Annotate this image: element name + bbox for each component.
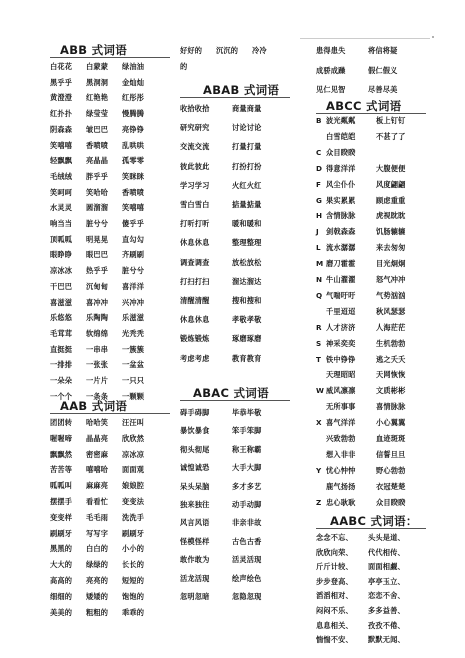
abab-word: 锻炼锻炼 <box>180 334 210 344</box>
abac-word: 怪模怪样 <box>180 536 210 546</box>
abb-word: 软绵绵 <box>86 328 109 338</box>
abac-word: 忽隐忽现 <box>232 592 262 601</box>
abcc-word: 白雪皑皑 <box>326 131 356 141</box>
abac-word: 忽明忽暗 <box>180 592 210 601</box>
abcc-word: N <box>316 275 323 284</box>
abcc-word: J <box>316 227 319 237</box>
abcc-word: 天网恢恢 <box>376 370 406 380</box>
abab-word: 研究研究 <box>180 123 210 133</box>
abb-word: 一盆盆 <box>122 360 145 370</box>
aabc-word: 面面相觑、 <box>368 562 405 572</box>
aab-word: 团团转 <box>50 418 73 427</box>
aab-heading: AAB 式词语 <box>60 399 128 413</box>
abcc-word: 想入非非 <box>326 449 356 459</box>
abcc-heading: ABCC 式词语 <box>326 99 402 113</box>
col2-top-word: 的 <box>180 62 188 71</box>
aab-word: 洗洗手 <box>122 512 145 522</box>
abb-word: 喜洋洋 <box>122 281 145 291</box>
aab-heading-underline <box>50 413 170 414</box>
abcc-word: 气势汹汹 <box>376 290 406 300</box>
aab-word: 小小的 <box>122 544 145 554</box>
aab-word: 黑黑的 <box>50 544 73 554</box>
abcc-word: 气喘吁吁 <box>326 290 356 300</box>
aabc-word: 惴惴不安、 <box>316 635 353 645</box>
aabc-word: 孜孜不倦、 <box>368 620 405 630</box>
abb-word: 笑呵呵 <box>50 187 73 197</box>
abac-word: 活龙活现 <box>180 573 210 583</box>
aabc-word: 息息相关、 <box>316 620 353 630</box>
abcc-word: X <box>316 418 322 428</box>
aab-word: 凉冰凉 <box>122 449 145 459</box>
abab-word: 孝敬孝敬 <box>232 315 262 325</box>
aab-word: 看看忙 <box>86 497 109 506</box>
abb-word: 喜冲冲 <box>86 297 109 307</box>
abab-word: 清醒清醒 <box>180 296 210 305</box>
abcc-word: 众目睽睽 <box>376 497 406 507</box>
abab-word: 交流交流 <box>180 142 210 152</box>
abcc-word: 秋风瑟瑟 <box>376 306 406 316</box>
abcc-word: 磨刀霍霍 <box>326 259 356 269</box>
abcc-word: 波光粼粼 <box>326 116 356 125</box>
abb-word: 毛绒绒 <box>50 171 73 181</box>
abb-word: 乱哄哄 <box>122 140 145 150</box>
aab-word: 大大的 <box>50 560 73 570</box>
abb-word: 眼睁睁 <box>50 250 73 260</box>
aab-word: 刷刷牙 <box>50 528 73 538</box>
abb-word: 干巴巴 <box>50 281 73 291</box>
aab-word: 汪汪叫 <box>122 418 145 427</box>
aab-word: 晶晶亮 <box>86 433 109 443</box>
aab-word: 变变样 <box>50 512 73 522</box>
aab-word: 矮矮的 <box>86 591 109 601</box>
abab-word: 暖和暖和 <box>232 219 262 229</box>
abcc-word: 喜情脉脉 <box>376 402 406 412</box>
abab-word: 商量商量 <box>232 104 262 113</box>
aabc-word: 欣欣向荣、 <box>316 547 353 557</box>
abb-word: 笑嘻嘻 <box>50 140 73 150</box>
aab-word: 乖乖的 <box>122 607 145 617</box>
abb-word: 响当当 <box>50 219 73 228</box>
abb-word: 顶呱呱 <box>50 234 73 244</box>
abac-word: 绘声绘色 <box>232 573 262 583</box>
abcc-word: 得意洋洋 <box>326 163 356 173</box>
abb-word: 一个个 <box>50 391 73 401</box>
abcc-word: 板上钉钉 <box>376 116 406 125</box>
abb-word: 红扑扑 <box>50 109 73 119</box>
abab-word: 教育教育 <box>232 353 262 363</box>
aab-word: 短短的 <box>122 576 145 585</box>
abb-word: 笑眯眯 <box>122 171 145 181</box>
abcc-word: 逃之夭夭 <box>376 354 406 364</box>
abcc-word: G <box>316 195 323 205</box>
abb-word: 黑乎乎 <box>50 77 73 87</box>
abb-word: 热乎乎 <box>86 266 109 276</box>
aabc-word: 滔滔相对、 <box>316 591 353 601</box>
abb-word: 乐陶陶 <box>86 313 109 323</box>
abb-word: 皱巴巴 <box>86 124 109 134</box>
abcc-word: T <box>316 354 322 364</box>
abcc-word: C <box>316 147 322 157</box>
aab-word: 娘娘腔 <box>122 481 145 491</box>
abcc-word: 含情脉脉 <box>326 211 356 221</box>
aab-word: 粗粗的 <box>86 607 109 617</box>
abcc-word: M <box>316 259 324 269</box>
abcc-word: 怒气冲冲 <box>376 275 406 284</box>
abcc-word: 衣冠楚楚 <box>376 481 406 491</box>
abcc-word: 野心勃勃 <box>376 465 406 475</box>
abac-word: 呆头呆脑 <box>180 481 210 491</box>
abcc-word: 神采奕奕 <box>326 338 356 348</box>
abac-word: 活灵活现 <box>232 555 262 565</box>
abb-word: 孤零零 <box>122 156 145 166</box>
abcc-word: B <box>316 116 322 125</box>
abb-word: 水灵灵 <box>50 203 73 213</box>
abac-word: 动手动脚 <box>232 500 262 509</box>
aabc-word: 步步登高、 <box>316 576 353 586</box>
abcc-word: Z <box>316 497 322 507</box>
abac-word: 多才多艺 <box>232 481 262 491</box>
col2-top-word: 沉沉的 <box>216 46 239 55</box>
abb-word: 笑嘻嘻 <box>122 203 145 213</box>
abcc-word: 兴致勃勃 <box>326 434 356 443</box>
aab-word: 苦苦等 <box>50 465 73 475</box>
abb-word: 白花花 <box>50 62 73 71</box>
abcc-word: 顾虑重重 <box>376 195 406 205</box>
abcc-word: 威风凛凛 <box>326 386 356 396</box>
abcc-word: 忧心忡忡 <box>326 465 356 475</box>
abb-heading: ABB 式词语 <box>60 43 128 57</box>
abac-word: 暴饮暴食 <box>180 426 210 436</box>
abb-word: 黄澄澄 <box>50 93 73 103</box>
abb-word: 脏兮兮 <box>122 266 145 276</box>
aabc-heading-underline <box>316 528 426 529</box>
abb-word: 金灿灿 <box>122 77 145 87</box>
abcc-word: 风尘仆仆 <box>326 179 356 189</box>
aab-word: 面面观 <box>122 465 145 475</box>
abb-word: 乐悠悠 <box>50 313 73 323</box>
abb-word: 脏兮兮 <box>86 219 109 228</box>
top-edge-line <box>300 38 430 39</box>
abcc-word: 流水潺潺 <box>326 243 356 253</box>
abcc-word: Q <box>316 290 323 300</box>
abac-word: 独来独往 <box>180 500 210 509</box>
aab-word: 美美的 <box>50 607 73 617</box>
abab-word: 琢磨琢磨 <box>232 334 262 344</box>
abab-word: 调查调查 <box>180 257 210 267</box>
aabc-word: 头头是道、 <box>368 533 405 542</box>
abb-word: 绿油油 <box>122 62 145 71</box>
abcc-word: 果实累累 <box>326 195 356 205</box>
abab-word: 考虑考虑 <box>180 353 210 363</box>
abcc-word: 饥肠辘辘 <box>376 227 406 237</box>
abcc-word: R <box>316 322 322 332</box>
abcc-word: 天理昭昭 <box>326 370 356 380</box>
abb-word: 绿莹莹 <box>86 109 109 119</box>
abb-word: 一条条 <box>86 391 109 401</box>
abac-word: 非亲非故 <box>232 518 262 528</box>
abcc-word: L <box>316 243 321 253</box>
abcc-word: D <box>316 163 323 173</box>
abcc-word: 虎视眈眈 <box>376 211 406 221</box>
aab-word: 嘻嘻哈 <box>86 465 109 475</box>
abcc-word: H <box>316 211 323 221</box>
abcc-word: 不甚了了 <box>376 131 406 141</box>
abb-word: 红彤彤 <box>122 93 145 103</box>
abac-word: 大手大脚 <box>232 463 262 473</box>
aabc-word: 代代相传、 <box>368 547 405 557</box>
abb-word: 一张张 <box>86 360 109 370</box>
abb-word: 一只只 <box>122 376 145 385</box>
aab-word: 飘飘然 <box>50 449 73 459</box>
abac-word: 敢作敢为 <box>180 555 210 565</box>
abb-word: 笑哈哈 <box>86 187 109 197</box>
aab-word: 刷刷牙 <box>122 528 145 538</box>
aab-word: 呱呱叫 <box>50 481 73 491</box>
abac-word: 毕恭毕敬 <box>232 408 262 417</box>
abb-word: 光秃秃 <box>122 328 145 338</box>
abab-word: 整理整理 <box>232 238 262 248</box>
abab-heading-underline <box>180 97 290 98</box>
abab-word: 火红火红 <box>232 180 262 190</box>
abb-word: 一朵朵 <box>50 376 73 385</box>
abcc-word: 信誓旦旦 <box>376 449 406 459</box>
abb-word: 白蒙蒙 <box>86 62 109 71</box>
col3-top-word: 尽善尽美 <box>368 85 398 94</box>
abb-word: 眼巴巴 <box>86 250 109 260</box>
abcc-word: 目光炯炯 <box>376 259 406 269</box>
abcc-word: 人才济济 <box>326 322 356 332</box>
abac-word: 风言风语 <box>180 518 210 528</box>
abab-word: 溜达溜达 <box>232 276 262 286</box>
abcc-word: 无所事事 <box>326 402 356 412</box>
col2-top-word: 好好的 <box>180 46 203 55</box>
col2-top-word: 冷冷 <box>252 46 267 55</box>
aab-word: 高高的 <box>50 576 73 585</box>
abab-word: 彼此彼此 <box>180 161 210 171</box>
abab-word: 打听打听 <box>180 219 210 229</box>
abcc-word: 喜气洋洋 <box>326 418 356 428</box>
abb-word: 一串串 <box>86 344 109 354</box>
abb-word: 毛茸茸 <box>50 328 73 338</box>
abcc-word: Y <box>316 465 322 475</box>
abab-word: 讨论讨论 <box>232 123 262 133</box>
abac-word: 彻头彻尾 <box>180 444 210 454</box>
abb-word: 一片片 <box>86 376 109 385</box>
aab-word: 欣欣然 <box>122 433 145 443</box>
corner-dot <box>432 36 434 38</box>
aab-word: 饱饱的 <box>122 591 145 601</box>
abb-word: 傻乎乎 <box>122 219 145 228</box>
abab-word: 休息休息 <box>180 238 210 248</box>
abb-word: 亮晶晶 <box>86 156 109 166</box>
abb-word: 红艳艳 <box>86 93 109 103</box>
abac-word: 古色古香 <box>232 536 262 546</box>
aabc-word: 多多益善、 <box>368 606 405 615</box>
abab-word: 掂量掂量 <box>232 200 262 209</box>
col3-top-word: 假仁假义 <box>368 65 398 75</box>
abb-word: 直挺挺 <box>50 344 73 354</box>
abcc-word: 铁中铮铮 <box>326 354 356 364</box>
col3-top-word: 见仁见智 <box>316 85 346 94</box>
aabc-word: 念念不忘、 <box>316 533 353 542</box>
aab-word: 密密麻 <box>86 449 109 459</box>
aab-word: 摆摆手 <box>50 497 73 506</box>
abcc-word: 生机勃勃 <box>376 338 406 348</box>
abcc-word: 风度翩翩 <box>376 179 406 189</box>
abb-word: 喜滋滋 <box>50 297 73 307</box>
abb-word: 慢腾腾 <box>122 109 145 119</box>
aab-word: 写写字 <box>86 528 109 538</box>
aab-word: 白白的 <box>86 544 109 554</box>
aab-word: 毛毛雨 <box>86 512 109 522</box>
abcc-word: 千里迢迢 <box>326 306 356 316</box>
abac-word: 诚惶诚恐 <box>180 463 210 473</box>
abb-word: 一排排 <box>50 360 73 370</box>
abcc-word: W <box>316 386 325 396</box>
abb-word: 香喷喷 <box>86 140 109 150</box>
aabc-word: 闷闷不乐、 <box>316 606 353 615</box>
abac-word: 笨手笨脚 <box>232 426 262 436</box>
abab-word: 打扫打扫 <box>180 276 210 286</box>
abb-word: 直勾勾 <box>122 234 145 244</box>
abab-word: 打扮打扮 <box>232 161 262 171</box>
abb-word: 香喷喷 <box>122 187 145 197</box>
abb-word: 圆溜溜 <box>86 203 109 213</box>
abcc-word: 大腹便便 <box>376 163 406 173</box>
abcc-heading-underline <box>316 113 426 114</box>
aabc-word: 亭亭玉立、 <box>368 576 405 586</box>
abb-heading-underline <box>50 57 170 58</box>
aabc-word: 恋恋不舍、 <box>368 591 405 601</box>
abac-heading-underline <box>180 400 290 401</box>
abb-word: 明晃晃 <box>86 234 109 244</box>
abcc-word: 剑戟森森 <box>326 227 356 237</box>
aab-word: 亮亮的 <box>86 576 109 585</box>
col3-top-word: 将信将疑 <box>368 46 398 55</box>
aabc-heading: AABC 式词语： <box>330 514 418 528</box>
abcc-word: 牛山濯濯 <box>326 275 356 284</box>
abb-word: 齐刷刷 <box>122 250 145 260</box>
abcc-word: 鹿气扬扬 <box>326 481 356 491</box>
aab-word: 长长的 <box>122 560 145 570</box>
abb-word: 胖乎乎 <box>86 171 109 181</box>
abab-word: 雪白雪白 <box>180 200 210 209</box>
abab-word: 搜和搜和 <box>232 296 262 305</box>
abab-word: 休息休息 <box>180 315 210 325</box>
abcc-word: 文质彬彬 <box>376 386 406 396</box>
abac-word: 称王称霸 <box>232 444 262 454</box>
abcc-word: S <box>316 338 322 348</box>
aabc-word: 默默无闻、 <box>368 635 405 645</box>
aab-word: 喔喔啼 <box>50 433 73 443</box>
abb-word: 阴森森 <box>50 124 73 134</box>
abab-word: 收拾收拾 <box>180 104 210 113</box>
abb-word: 一簇簇 <box>122 344 145 354</box>
abb-word: 乐滋滋 <box>122 313 145 323</box>
abcc-word: 小心翼翼 <box>376 418 406 428</box>
col3-top-word: 成骄成躁 <box>316 65 346 75</box>
abab-word: 学习学习 <box>180 180 210 190</box>
abcc-word: 来去匆匆 <box>376 243 406 253</box>
abb-word: 凉冰冰 <box>50 266 73 276</box>
abac-heading: ABAC 式词语 <box>193 386 269 400</box>
aab-word: 变变法 <box>122 497 145 506</box>
abab-heading: ABAB 式词语 <box>203 83 280 97</box>
abb-word: 沉甸甸 <box>86 281 109 291</box>
abac-word: 碍手碍脚 <box>180 408 210 417</box>
abb-word: 黑洞洞 <box>86 77 109 87</box>
abcc-word: 众目睽睽 <box>326 147 356 157</box>
aab-word: 细细的 <box>50 591 73 601</box>
abab-word: 放松放松 <box>232 257 262 267</box>
aab-word: 哈哈笑 <box>86 418 109 427</box>
abab-word: 打量打量 <box>232 142 262 152</box>
aab-word: 绿绿的 <box>86 560 109 570</box>
abcc-word: F <box>316 179 322 189</box>
abcc-word: 血迹斑斑 <box>376 434 406 443</box>
abb-word: 兴冲冲 <box>122 297 145 307</box>
abb-word: 一颗颗 <box>122 391 145 401</box>
abb-word: 亮铮铮 <box>122 124 145 134</box>
abcc-word: 忠心耿耿 <box>326 497 356 507</box>
aab-word: 麻麻亮 <box>86 481 109 491</box>
aabc-word: 斤斤计较、 <box>316 562 353 572</box>
abcc-word: 人海茫茫 <box>376 322 406 332</box>
col3-top-word: 患得患失 <box>316 46 346 55</box>
abb-word: 轻飘飘 <box>50 156 73 166</box>
